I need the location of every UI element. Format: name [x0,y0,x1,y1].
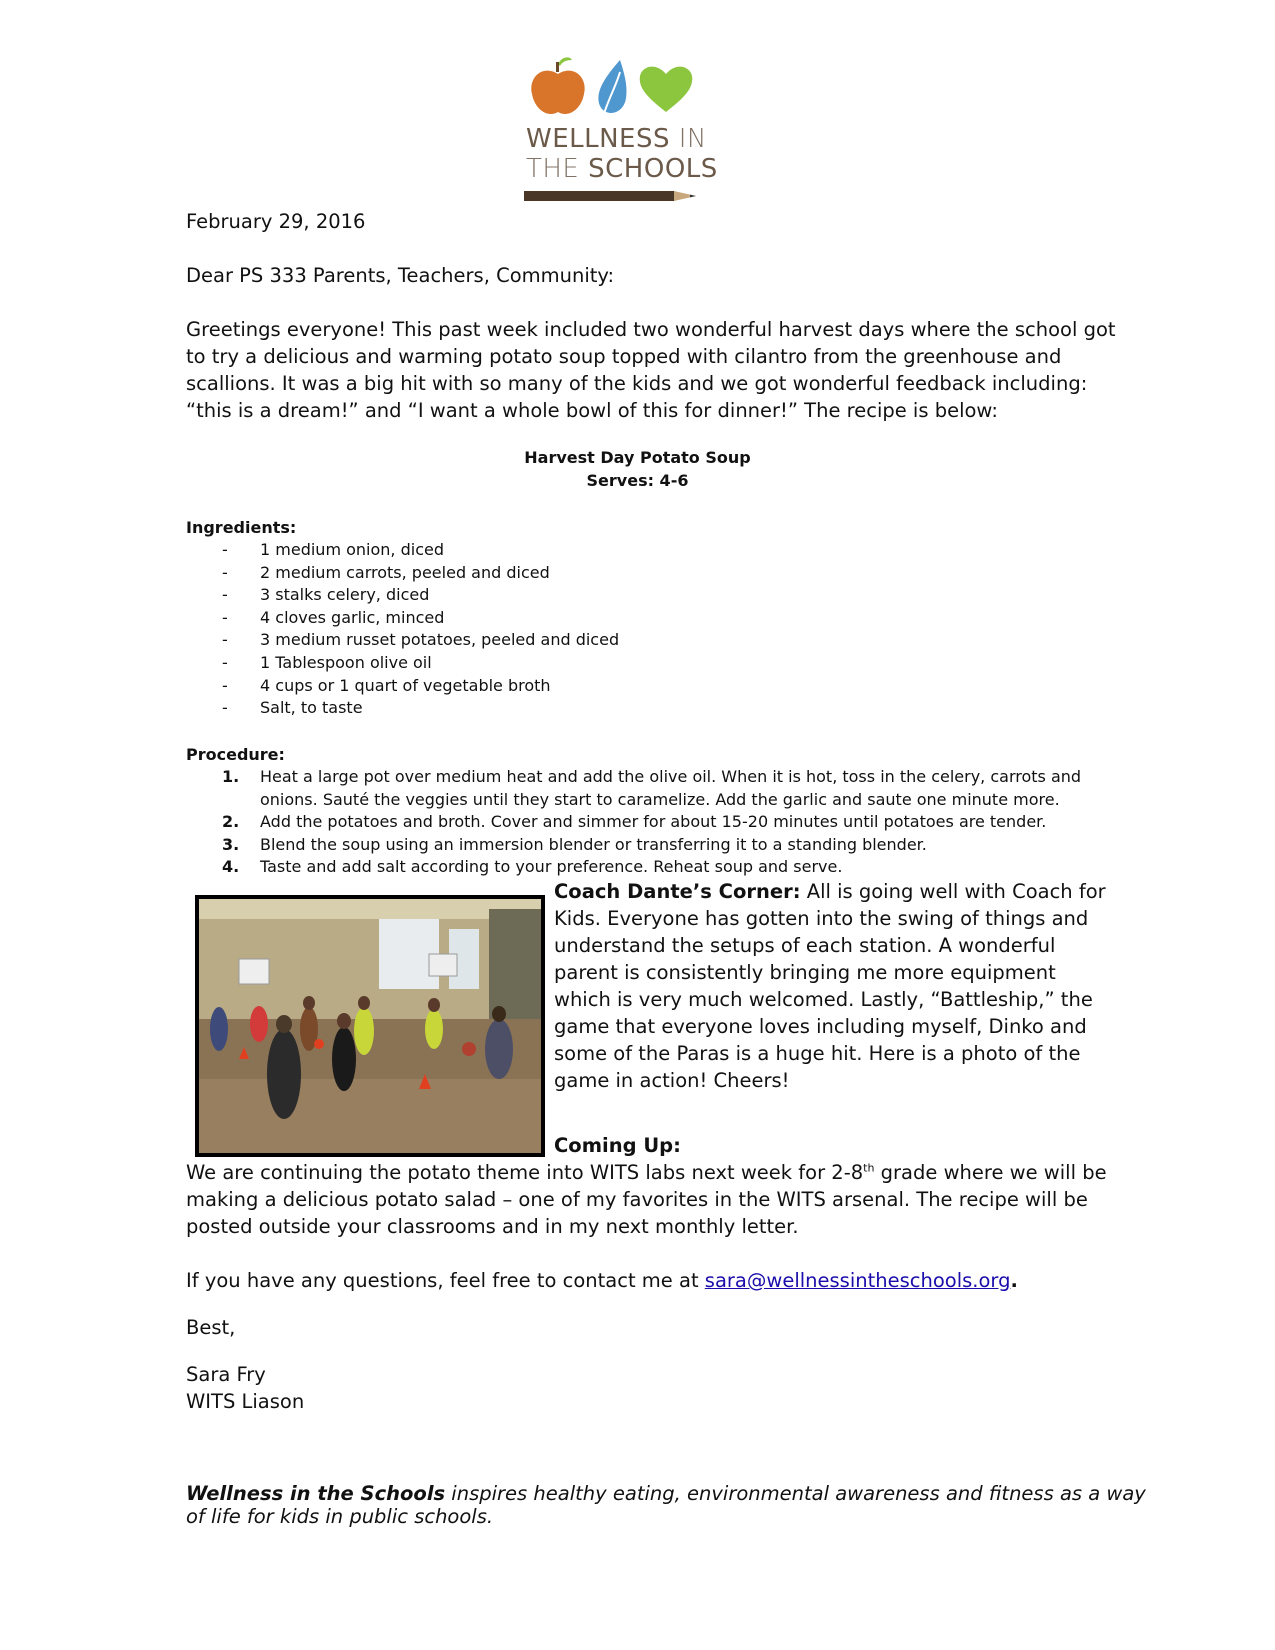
contact-period: . [1010,1269,1018,1292]
logo-schools: SCHOOLS [579,154,718,184]
ingredient-item: - 1 Tablespoon olive oil [186,652,986,675]
tagline-line [186,1482,1146,1505]
logo-the: THE [526,154,580,184]
tagline [186,1482,1146,1528]
step-text: Heat a large pot over medium heat and add the olive oil. When it is hot, toss in the celery, carrots and [260,767,1082,786]
signer-title: WITS Liason [186,1390,305,1413]
procedure-step [186,856,1086,879]
coming-up-line: making a delicious potato salad – one of my favorites in the WITS arsenal. The recipe will be [186,1188,1088,1211]
coming-up-text: We are continuing the potato theme into WITS labs next week for 2-8 [186,1161,864,1184]
tagline-line: of life for kids in public schools. [186,1505,494,1528]
step-number: 2. [222,812,240,831]
procedure-heading: Procedure: [186,745,285,764]
coming-up-sup: th [863,1161,875,1175]
logo-line-1 [526,124,707,154]
recipe-serves: Serves: 4-6 [586,471,689,490]
tagline-text: inspires healthy eating, environmental awareness and fitness as a way [445,1482,1146,1505]
intro-line: Greetings everyone! This past week included two wonderful harvest days where the school got [186,318,1116,341]
procedure-step [186,834,1086,857]
logo-wellness: WELLNESS [526,124,670,154]
coach-text: All is going well with Coach for [800,880,1106,903]
step-number: 4. [222,857,240,876]
wits-logo [520,52,720,212]
apple-icon [531,57,584,114]
leaf-icon [598,60,626,114]
ingredient-item: - 4 cups or 1 quart of vegetable broth [186,675,986,698]
ingredient-item: - 1 medium onion, diced [186,539,986,562]
pencil-icon [524,188,714,204]
gym-photo [195,895,545,1157]
coming-up-heading: Coming Up: [554,1134,681,1157]
logo-in: IN [670,124,707,154]
coach-line: Kids. Everyone has gotten into the swing of things and [554,907,1089,930]
procedure-step [186,766,1086,811]
coach-line: game in action! Cheers! [554,1069,790,1092]
step-number: 1. [222,767,240,786]
tagline-org: Wellness in the Schools [186,1482,446,1505]
coach-line: which is very much welcomed. Lastly, “Battleship,” the [554,988,1093,1011]
intro-line: scallions. It was a big hit with so many of the kids and we got wonderful feedback including: [186,372,1088,395]
intro-paragraph [186,316,1116,424]
step-text: onions. Sauté the veggies until they start to caramelize. Add the garlic and saute one minute more. [260,789,1060,809]
coach-line: parent is consistently bringing me more equipment [554,961,1056,984]
ingredient-item: - 2 medium carrots, peeled and diced [186,562,986,585]
ingredients-list [186,539,986,720]
procedure-step [186,811,1086,834]
heart-icon [640,67,693,112]
coming-up-text: grade where we will be [874,1161,1107,1184]
ingredients-heading: Ingredients: [186,518,297,537]
recipe-title: Harvest Day Potato Soup [524,448,751,467]
logo-icons [520,52,720,122]
coach-heading: Coach Dante’s Corner: [554,880,801,903]
gym-photo-image [199,899,541,1153]
coach-line: game that everyone loves including myself, Dinko and [554,1015,1087,1038]
coach-line: understand the setups of each station. A wonderful [554,934,1056,957]
procedure-list [186,766,1086,879]
intro-line: to try a delicious and warming potato soup topped with cilantro from the greenhouse and [186,345,1062,368]
closing: Best, [186,1316,236,1339]
ingredient-item: - 3 stalks celery, diced [186,584,986,607]
coach-line [554,878,1106,905]
ingredient-item: - 3 medium russet potatoes, peeled and diced [186,629,986,652]
letter-salutation: Dear PS 333 Parents, Teachers, Community: [186,264,615,287]
intro-line: “this is a dream!” and “I want a whole bowl of this for dinner!” The recipe is below: [186,399,998,422]
coming-up-line [186,1159,1107,1186]
ingredient-item: - 4 cloves garlic, minced [186,607,986,630]
step-number: 3. [222,834,240,854]
step-text: Blend the soup using an immersion blender or transferring it to a standing blender. [260,834,927,854]
contact-line [186,1267,1018,1294]
coach-line: some of the Paras is a huge hit. Here is a photo of the [554,1042,1081,1065]
coming-up-paragraph [186,1159,1107,1240]
coach-corner [554,878,1106,1094]
logo-line-2 [526,154,718,184]
ingredient-item: - Salt, to taste [186,697,986,720]
step-text: Taste and add salt according to your preference. Reheat soup and serve. [260,857,843,876]
letter-date: February 29, 2016 [186,210,366,233]
contact-text: If you have any questions, feel free to contact me at [186,1269,705,1292]
step-text: Add the potatoes and broth. Cover and simmer for about 15-20 minutes until potatoes are tender. [260,812,1047,831]
email-link[interactable]: sara@wellnessintheschools.org [704,1269,1011,1292]
coming-up-line: posted outside your classrooms and in my next monthly letter. [186,1215,799,1238]
signer-name: Sara Fry [186,1363,266,1386]
